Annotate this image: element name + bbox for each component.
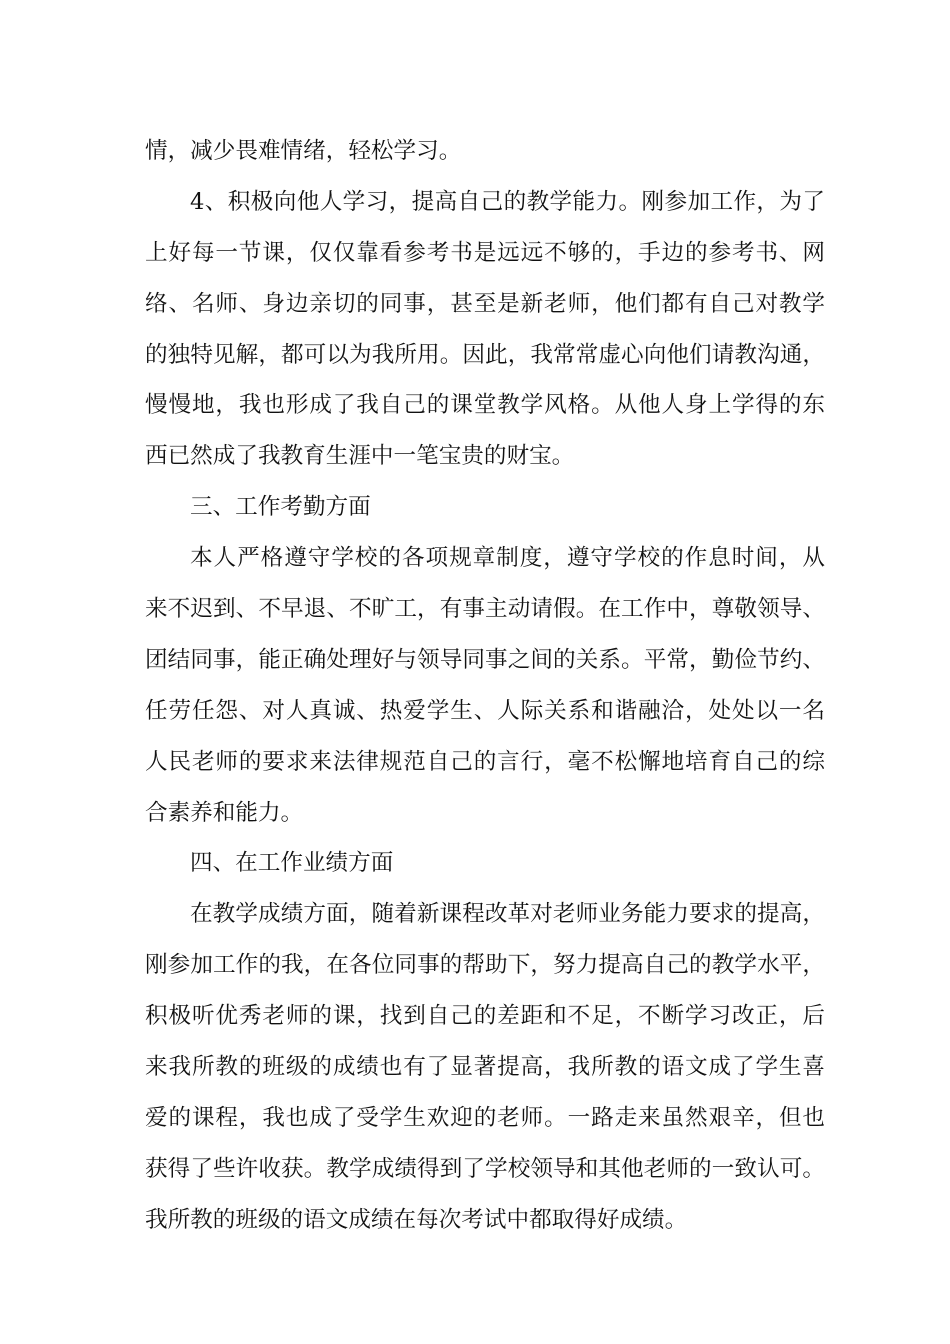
text-line: 慢慢地，我也形成了我自己的课堂教学风格。从他人身上学得的东 — [145, 392, 825, 419]
text-line: 来不迟到、不早退、不旷工，有事主动请假。在工作中，尊敬领导、 — [145, 596, 825, 623]
text-line: 我所教的班级的语文成绩在每次考试中都取得好成绩。 — [145, 1206, 688, 1233]
text-line: 团结同事，能正确处理好与领导同事之间的关系。平常，勤俭节约、 — [145, 646, 825, 673]
text-line: 4、积极向他人学习，提高自己的教学能力。刚参加工作，为了 — [190, 188, 825, 215]
text-line: 来我所教的班级的成绩也有了显著提高，我所教的语文成了学生喜 — [145, 1054, 825, 1081]
text-line: 的独特见解，都可以为我所用。因此，我常常虚心向他们请教沟通， — [145, 341, 825, 368]
text-line: 合素养和能力。 — [145, 799, 304, 826]
text-line: 三、工作考勤方面 — [190, 494, 371, 521]
text-line: 任劳任怨、对人真诚、热爱学生、人际关系和谐融洽，处处以一名 — [145, 697, 825, 724]
text-line: 络、名师、身边亲切的同事，甚至是新老师，他们都有自己对教学 — [145, 290, 825, 317]
text-line: 积极听优秀老师的课，找到自己的差距和不足，不断学习改正，后 — [145, 1003, 825, 1030]
text-line: 情，减少畏难情绪，轻松学习。 — [145, 138, 462, 164]
text-line: 本人严格遵守学校的各项规章制度，遵守学校的作息时间，从 — [190, 545, 825, 572]
document-body — [145, 126, 825, 1246]
text-line: 人民老师的要求来法律规范自己的言行，毫不松懈地培育自己的综 — [145, 748, 825, 775]
text-line: 刚参加工作的我，在各位同事的帮助下，努力提高自己的教学水平， — [145, 952, 825, 979]
text-line: 在教学成绩方面，随着新课程改革对老师业务能力要求的提高， — [190, 901, 825, 928]
text-line: 获得了些许收获。教学成绩得到了学校领导和其他老师的一致认可。 — [145, 1155, 825, 1182]
text-line: 四、在工作业绩方面 — [190, 850, 394, 877]
text-line: 西已然成了我教育生涯中一笔宝贵的财宝。 — [145, 443, 575, 470]
text-line: 爱的课程，我也成了受学生欢迎的老师。一路走来虽然艰辛，但也 — [145, 1104, 825, 1131]
text-line: 上好每一节课，仅仅靠看参考书是远远不够的，手边的参考书、网 — [145, 239, 825, 266]
